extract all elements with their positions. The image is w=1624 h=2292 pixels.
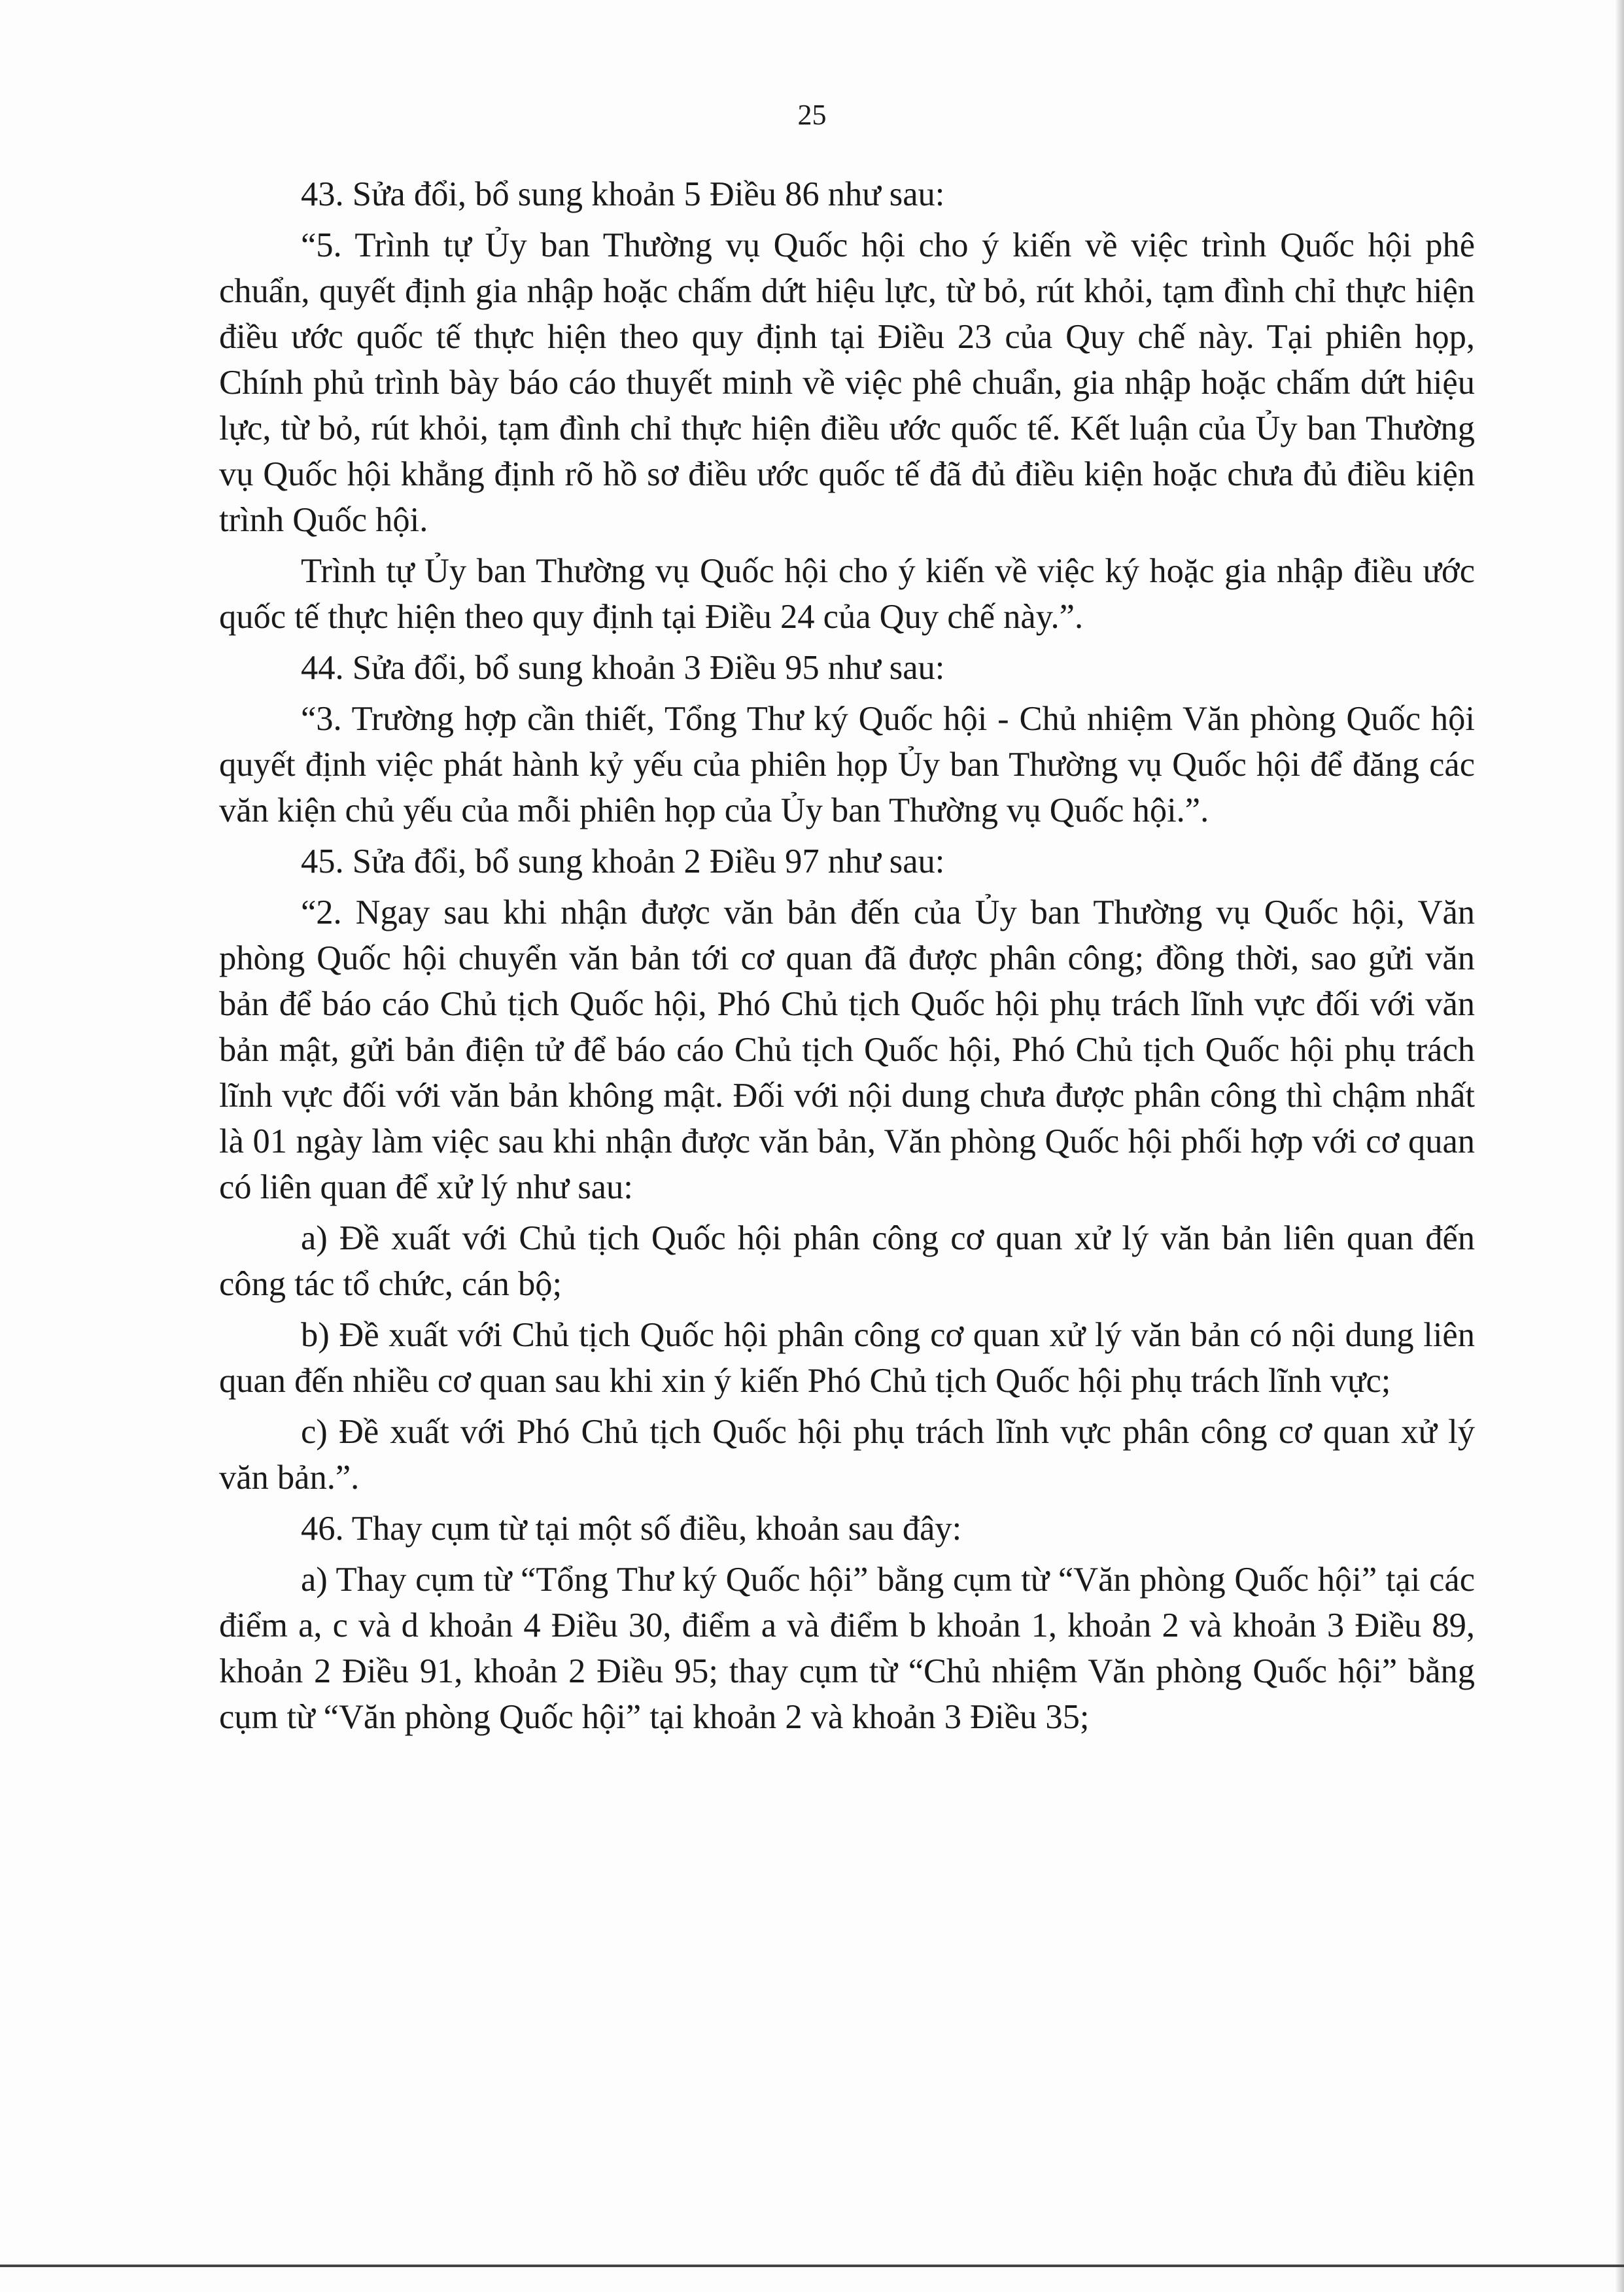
item-45-heading: 45. Sửa đổi, bổ sung khoản 2 Điều 97 như sau: — [301, 842, 945, 880]
item-43-heading: 43. Sửa đổi, bổ sung khoản 5 Điều 86 như sau: — [301, 175, 945, 213]
item-46-heading: 46. Thay cụm từ tại một số điều, khoản sau đây: — [301, 1510, 962, 1548]
item-45-clause-2: “2. Ngay sau khi nhận được văn bản đến của Ủy ban Thường vụ Quốc hội, Văn phòng Quốc hội chuyển văn bản tới cơ quan đã được phân công; đồng thời, sao gửi văn bản để báo cáo Chủ tịch Quốc hội, Phó Chủ tịch Quốc hội phụ trách lĩnh vực đối với văn bản mật, gửi bản điện tử để báo cáo Chủ tịch Quốc hội, Phó Chủ tịch Quốc hội phụ trách lĩnh vực đối với văn bản không mật. Đối với nội dung chưa được phân công thì chậm nhất là 01 ngày làm việc sau khi nhận được văn bản, Văn phòng Quốc hội phối hợp với cơ quan có liên quan để xử lý như sau: — [219, 894, 1475, 1206]
item-45-point-b: b) Đề xuất với Chủ tịch Quốc hội phân công cơ quan xử lý văn bản có nội dung liên quan đến nhiều cơ quan sau khi xin ý kiến Phó Chủ tịch Quốc hội phụ trách lĩnh vực; — [219, 1316, 1475, 1400]
item-45-point-c: c) Đề xuất với Phó Chủ tịch Quốc hội phụ trách lĩnh vực phân công cơ quan xử lý văn bản.”. — [219, 1413, 1475, 1497]
page-number: 25 — [797, 99, 827, 131]
item-43-clause-5: “5. Trình tự Ủy ban Thường vụ Quốc hội cho ý kiến về việc trình Quốc hội phê chuẩn, quyết định gia nhập hoặc chấm dứt hiệu lực, từ bỏ, rút khỏi, tạm đình chỉ thực hiện điều ước quốc tế thực hiện theo quy định tại Điều 23 của Quy chế này. Tại phiên họp, Chính phủ trình bày báo cáo thuyết minh về việc phê chuẩn, gia nhập hoặc chấm dứt hiệu lực, từ bỏ, rút khỏi, tạm đình chỉ thực hiện điều ước quốc tế. Kết luận của Ủy ban Thường vụ Quốc hội khẳng định rõ hồ sơ điều ước quốc tế đã đủ điều kiện hoặc chưa đủ điều kiện trình Quốc hội. — [219, 226, 1475, 539]
document-body — [219, 171, 1475, 1745]
item-44-heading: 44. Sửa đổi, bổ sung khoản 3 Điều 95 như sau: — [301, 649, 945, 687]
item-46-point-a: a) Thay cụm từ “Tổng Thư ký Quốc hội” bằng cụm từ “Văn phòng Quốc hội” tại các điểm a, c và d khoản 4 Điều 30, điểm a và điểm b khoản 1, khoản 2 và khoản 3 Điều 89, khoản 2 Điều 91, khoản 2 Điều 95; thay cụm từ “Chủ nhiệm Văn phòng Quốc hội” bằng cụm từ “Văn phòng Quốc hội” tại khoản 2 và khoản 3 Điều 35; — [219, 1561, 1475, 1736]
item-45-point-a: a) Đề xuất với Chủ tịch Quốc hội phân công cơ quan xử lý văn bản liên quan đến công tác tổ chức, cán bộ; — [219, 1219, 1475, 1303]
item-44-clause-3: “3. Trường hợp cần thiết, Tổng Thư ký Quốc hội - Chủ nhiệm Văn phòng Quốc hội quyết định việc phát hành kỷ yếu của phiên họp Ủy ban Thường vụ Quốc hội để đăng các văn kiện chủ yếu của mỗi phiên họp của Ủy ban Thường vụ Quốc hội.”. — [219, 700, 1475, 829]
item-43-clause-5-continued: Trình tự Ủy ban Thường vụ Quốc hội cho ý kiến về việc ký hoặc gia nhập điều ước quốc tế thực hiện theo quy định tại Điều 24 của Quy chế này.”. — [219, 552, 1475, 636]
scan-edge-shadow — [1615, 0, 1624, 2292]
scan-bottom-line — [0, 2265, 1624, 2267]
